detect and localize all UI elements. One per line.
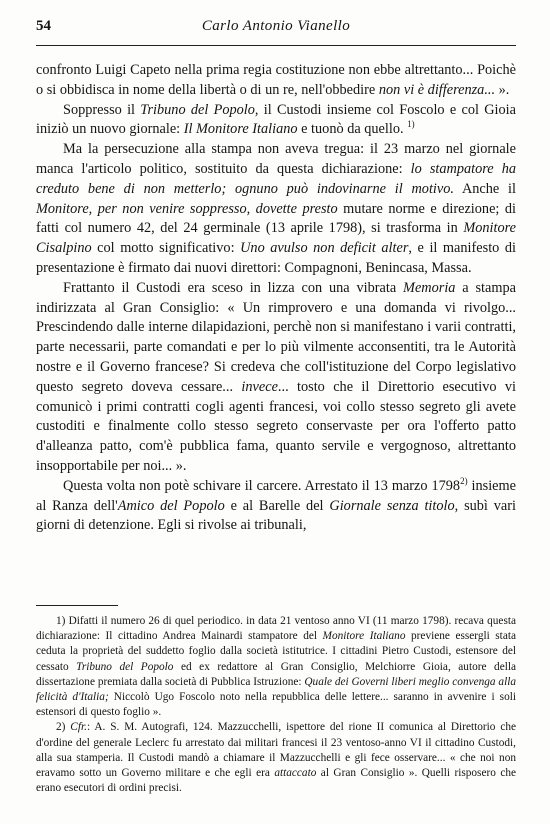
paragraph: Frattanto il Custodi era sceso in lizza con una vibrata Memoria a stampa indirizzata al Gran Consiglio: « Un rimprovero e una domanda vi rivolgo... Prescindendo dalle interne dilapidazioni, perchè non si manifestano i varii contratti, parte necessarii, parte comandati e per lo più vilmente acconsentiti, tra le Autorità nostre e il Governo francese? Si credeva che coll'istituzione del Corpo legislativo questo segreto doveva cessare... invece... tosto che il Direttorio esecutivo vi comunicò i primi contratti cogli agenti francesi, voi collo stesso segreto gli avete custoditi e finalmente collo stesso segreto conservaste per ora l'offerto patto d'alleanza patto, com'è pubblica fama, quanto servile e vergognoso, altrettanto insopportabile per noi... ». — [36, 279, 516, 474]
footnote: 1) Difatti il numero 26 di quel periodico. in data 21 ventoso anno VI (11 marzo 1798). recava questa dichiarazione: Il cittadino Andrea Mainardi stampatore del Monitore Italiano previene essergli stata ceduta la proprietà del suddetto foglio dalla società istitutrice. I cittadini Pietro Custodi, estensore del cessato Tribuno del Popolo ed ex redattore al Gran Consiglio, Melchiorre Gioia, autore della dissertazione premiata dalla società di Pubblica Istruzione: Quale dei Governi liberi meglio convenga alla felicità d'Italia; Niccolò Ugo Foscolo noto nella repubblica delle lettere... saranno in avvenire i soli estensori di questo foglio ». — [36, 615, 517, 719]
paragraph: confronto Luigi Capeto nella prima regia costituzione non ebbe altrettanto... Poichè o si obbidisca in nome della libertà o di un re, nell'obbedire non vi è differenza... ». — [36, 62, 516, 98]
footnote-ref: 1) — [407, 119, 415, 130]
running-header — [36, 18, 516, 42]
page-number: 54 — [36, 18, 51, 34]
header-rule — [36, 45, 516, 46]
running-title: Carlo Antonio Vianello — [201, 18, 351, 34]
footnotes — [36, 614, 516, 796]
paragraph: Questa volta non potè schivare il carcere. Arrestato il 13 marzo 1798$^{2)}$ insieme al Ranza dell'Amico del Popolo e al Barelle del Giornale senza titolo, subì vari giorni di detenzione. Egli si rivolse ai tribunali, — [36, 475, 516, 534]
paragraph: Ma la persecuzione alla stampa non aveva tregua: il 23 marzo nel giornale manca l'articolo politico, sostituito da questa dichiarazione: lo stampatore ha creduto bene di non metterlo; ognuno può indovinarne il motivo. Anche il Monitore, per non venire soppresso, dovette presto mutare norme e direzione; di fatti col numero 42, del 24 germinale (13 aprile 1798), si trasforma in Monitore Cisalpino col motto significativo: Uno avulso non deficit alter, e il manifesto di presentazione è firmato dai nuovi direttori: Compagnoni, Benincasa, Massa. — [36, 141, 517, 276]
footnote-ref: 2) — [460, 475, 468, 486]
main-text — [36, 61, 516, 536]
paragraph: Soppresso il Tribuno del Popolo, il Custodi insieme col Foscolo e col Gioia iniziò un nuovo giornale: Il Monitore Italiano e tuonò da quello. $^{1)}$ — [36, 101, 516, 138]
footnote: 2) Cfr.: A. S. M. Autografi, 124. Mazzucchelli, ispettore del rione II comunica al Direttorio che d'ordine del generale Leclerc fu arrestato dai militari francesi il 23 ventoso-anno VI il cittadino Custodi, alla sua stamperia. Il Custodi mandò a chiamare il Mazzucchelli e gli fece osservare... « che noi non eravamo sotto un Governo militare e che egli era attaccato al Gran Consiglio ». Quelli risposero che erano esecutori di ordini precisi. — [36, 721, 517, 795]
footnote-rule — [36, 605, 118, 606]
